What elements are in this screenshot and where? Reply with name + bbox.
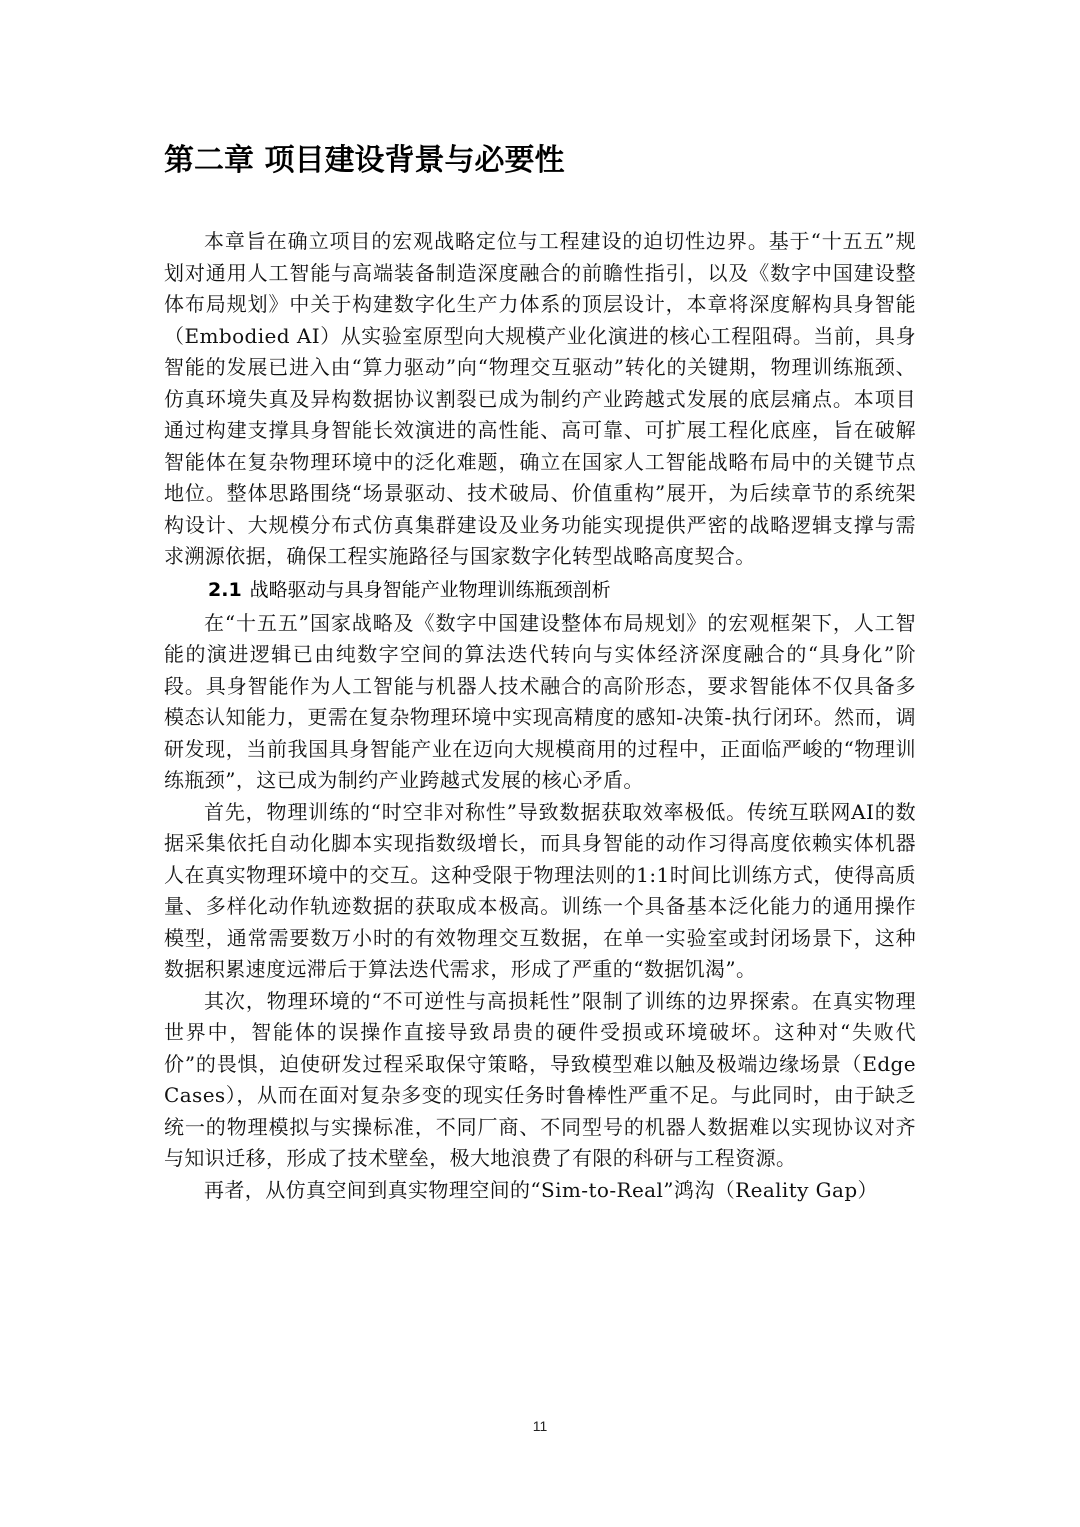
chapter-title: 第二章 项目建设背景与必要性	[164, 143, 565, 178]
intro-paragraph: 本章旨在确立项目的宏观战略定位与工程建设的迫切性边界。基于“十五五”规划对通用人工智能与高端装备制造深度融合的前瞻性指引，以及《数字中国建设整体布局规划》中关于构建数字化生产力体系的顶层设计，本章将深度解构具身智能（Embodied AI）从实验室原型向大规模产业化演进的核心工程阻碍。当前，具身智能的发展已进入由“算力驱动”向“物理交互驱动”转化的关键期，物理训练瓶颈、仿真环境失真及异构数据协议割裂已成为制约产业跨越式发展的底层痛点。本项目通过构建支撑具身智能长效演进的高性能、高可靠、可扩展工程化底座，旨在破解智能体在复杂物理环境中的泛化难题，确立在国家人工智能战略布局中的关键节点地位。整体思路围绕“场景驱动、技术破局、价值重构”展开，为后续章节的系统架构设计、大规模分布式仿真集群建设及业务功能实现提供严密的战略逻辑支撑与需求溯源依据，确保工程实施路径与国家数字化转型战略高度契合。	[164, 229, 916, 568]
body-content	[164, 226, 916, 1206]
section-paragraph-1: 在“十五五”国家战略及《数字中国建设整体布局规划》的宏观框架下，人工智能的演进逻辑已由纯数字空间的算法迭代转向与实体经济深度融合的“具身化”阶段。具身智能作为人工智能与机器人技术融合的高阶形态，要求智能体不仅具备多模态认知能力，更需在复杂物理环境中实现高精度的感知-决策-执行闭环。然而，调研发现，当前我国具身智能产业在迈向大规模商用的过程中，正面临严峻的“物理训练瓶颈”，这已成为制约产业跨越式发展的核心矛盾。	[164, 610, 916, 792]
section-title: 战略驱动与具身智能产业物理训练瓶颈剖析	[249, 578, 611, 601]
section-heading	[208, 573, 916, 608]
section-paragraph-4: 再者，从仿真空间到真实物理空间的“Sim-to-Real”鸿沟（Reality Gap）	[204, 1177, 878, 1202]
section-number: 2.1	[208, 578, 242, 601]
section-paragraph-2: 首先，物理训练的“时空非对称性”导致数据获取效率极低。传统互联网AI的数据采集依托自动化脚本实现指数级增长，而具身智能的动作习得高度依赖实体机器人在真实物理环境中的交互。这种受限于物理法则的1:1时间比训练方式，使得高质量、多样化动作轨迹数据的获取成本极高。训练一个具备基本泛化能力的通用操作模型，通常需要数万小时的有效物理交互数据，在单一实验室或封闭场景下，这种数据积累速度远滞后于算法迭代需求，形成了严重的“数据饥渴”。	[164, 799, 916, 981]
page-number: 11	[532, 1418, 548, 1434]
section-paragraph-3: 其次，物理环境的“不可逆性与高损耗性”限制了训练的边界探索。在真实物理世界中，智能体的误操作直接导致昂贵的硬件受损或环境破坏。这种对“失败代价”的畏惧，迫使研发过程采取保守策略，导致模型难以触及极端边缘场景（Edge Cases），从而在面对复杂多变的现实任务时鲁棒性严重不足。与此同时，由于缺乏统一的物理模拟与实操标准，不同厂商、不同型号的机器人数据难以实现协议对齐与知识迁移，形成了技术壁垒，极大地浪费了有限的科研与工程资源。	[164, 988, 916, 1170]
